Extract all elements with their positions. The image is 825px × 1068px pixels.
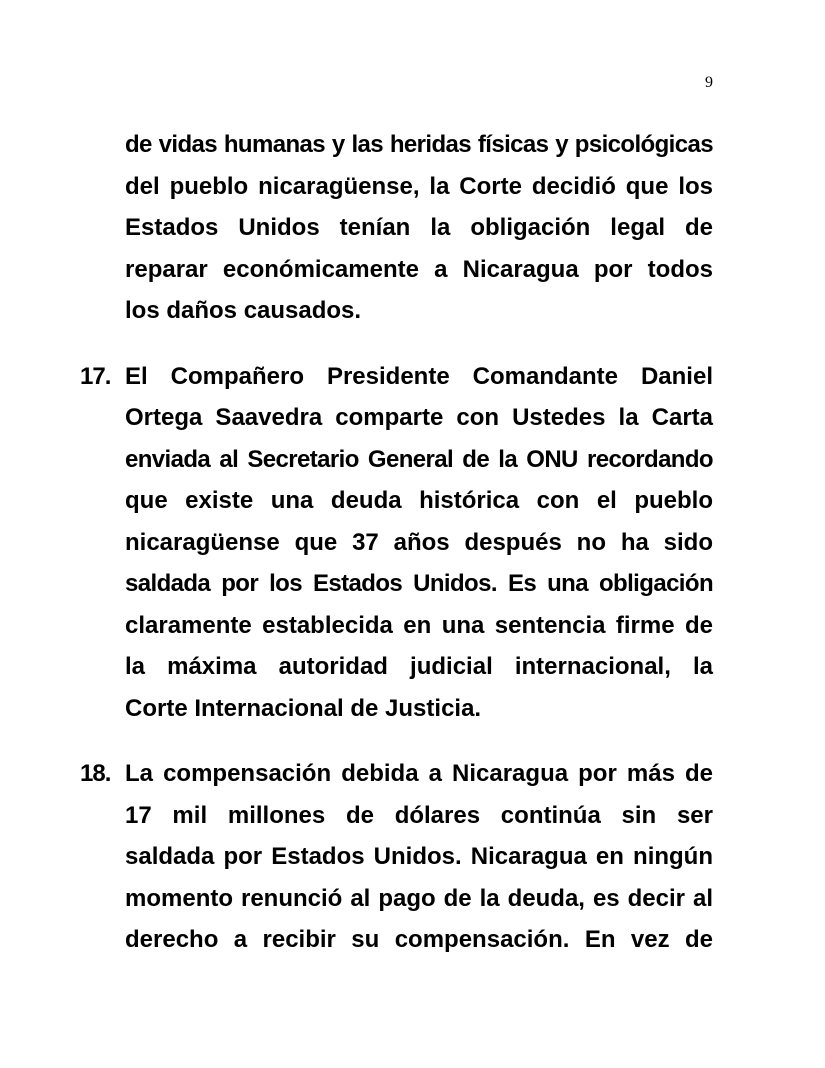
paragraph-line: saldada por los Estados Unidos. Es una obligación bbox=[125, 570, 713, 597]
paragraph-line: reparar económicamente a Nicaragua por todos bbox=[125, 255, 713, 283]
paragraph-line: momento renunció al pago de la deuda, es decir al bbox=[125, 884, 713, 912]
document-body bbox=[80, 124, 713, 961]
paragraph-17 bbox=[80, 356, 713, 730]
paragraph-number: 18. bbox=[80, 760, 111, 787]
paragraph-line: Ortega Saavedra comparte con Ustedes la Carta bbox=[125, 404, 713, 431]
paragraph-line: la máxima autoridad judicial internacional, la bbox=[125, 653, 713, 680]
paragraph-line: El Compañero Presidente Comandante Daniel bbox=[125, 362, 713, 390]
paragraph-line: los daños causados. bbox=[125, 297, 362, 324]
paragraph-18 bbox=[80, 753, 713, 961]
paragraph-line: Estados Unidos tenían la obligación legal de bbox=[125, 214, 713, 241]
paragraph-line: claramente establecida en una sentencia firme de bbox=[125, 611, 713, 639]
paragraph-line: nicaragüense que 37 años después no ha sido bbox=[125, 528, 713, 556]
page-number: 9 bbox=[705, 74, 713, 91]
paragraph-number: 17. bbox=[80, 362, 111, 390]
paragraph-line: enviada al Secretario General de la ONU recordando bbox=[125, 445, 713, 473]
paragraph-line: de vidas humanas y las heridas físicas y psicológicas bbox=[125, 131, 713, 158]
paragraph-line: Corte Internacional de Justicia. bbox=[125, 694, 482, 722]
paragraph-line: La compensación debida a Nicaragua por más de bbox=[125, 760, 713, 787]
paragraph-line: derecho a recibir su compensación. En vez de bbox=[125, 926, 713, 953]
paragraph-line: que existe una deuda histórica con el pueblo bbox=[125, 487, 713, 514]
paragraph-continuation bbox=[80, 124, 713, 332]
paragraph-line: 17 mil millones de dólares continúa sin ser bbox=[125, 801, 713, 829]
paragraph-line: saldada por Estados Unidos. Nicaragua en ningún bbox=[125, 843, 713, 870]
paragraph-line: del pueblo nicaragüense, la Corte decidió que los bbox=[125, 172, 713, 200]
